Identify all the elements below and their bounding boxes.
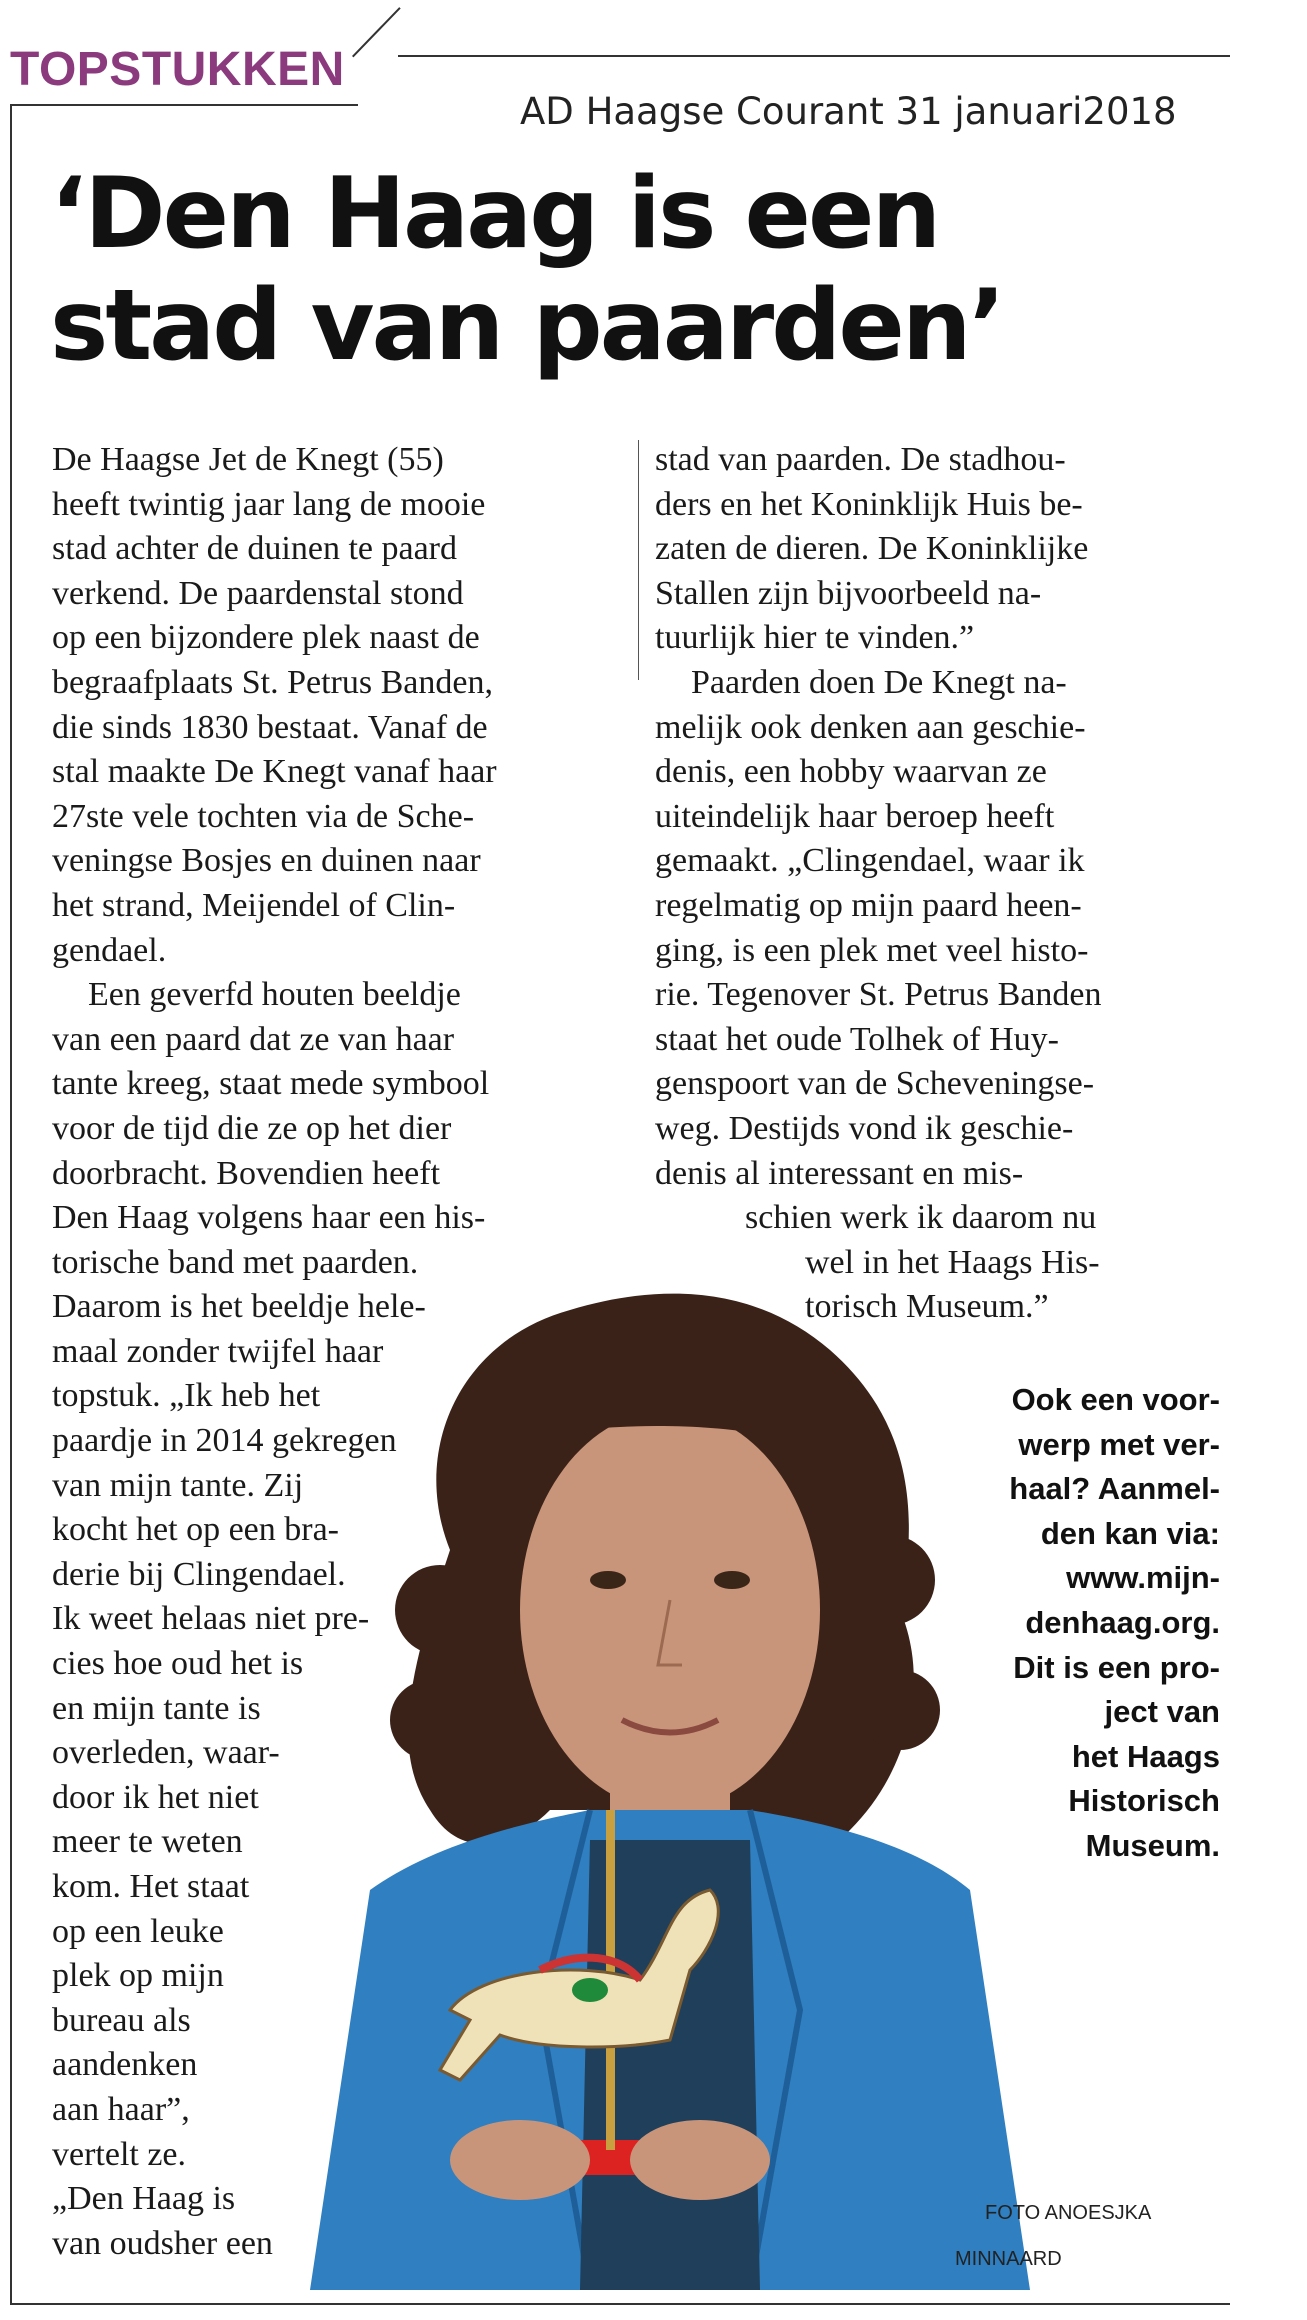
text-line: Museum. bbox=[1085, 1827, 1220, 1863]
headline-line: ‘Den Haag is een bbox=[50, 157, 939, 271]
text-line: topstuk. „Ik heb het bbox=[52, 1377, 321, 1415]
text-line: De Haagse Jet de Knegt (55) bbox=[52, 441, 444, 478]
text-line: het Haags bbox=[1071, 1738, 1220, 1774]
text-line: bureau als bbox=[52, 2001, 191, 2039]
headline-line: stad van paarden’ bbox=[50, 269, 1003, 383]
text-line: „Den Haag is bbox=[52, 2180, 236, 2218]
text-line: Den Haag volgens haar een his- bbox=[52, 1199, 486, 1237]
text-line: denis, een hobby waarvan ze bbox=[655, 753, 1047, 791]
section-label: TOPSTUKKEN bbox=[10, 43, 345, 96]
text-line: zaten de dieren. De Koninklijke bbox=[655, 530, 1089, 568]
text-line: plek op mijn bbox=[52, 1957, 224, 1995]
text-line: van mijn tante. Zij bbox=[52, 1466, 304, 1504]
text-line: www.mijn- bbox=[1066, 1560, 1220, 1596]
text-line: voor de tijd die ze op het dier bbox=[52, 1109, 452, 1147]
text-line: melijk ook denken aan geschie- bbox=[655, 708, 1086, 746]
text-line: door ik het niet bbox=[52, 1778, 259, 1816]
header-rule-diagonal bbox=[352, 7, 401, 57]
text-line: schien werk ik daarom nu bbox=[745, 1199, 1097, 1237]
headline bbox=[50, 158, 1270, 382]
text-line: op een bijzondere plek naast de bbox=[52, 619, 480, 657]
text-line: weg. Destijds vond ik geschie- bbox=[655, 1109, 1074, 1147]
text-line: Dit is een pro- bbox=[1013, 1649, 1220, 1685]
text-line: Stallen zijn bijvoorbeeld na- bbox=[655, 574, 1042, 612]
text-line: rie. Tegenover St. Petrus Banden bbox=[655, 976, 1102, 1014]
text-line: denis al interessant en mis- bbox=[655, 1154, 1024, 1192]
text-line: ders en het Koninklijk Huis be- bbox=[655, 485, 1083, 523]
text-line: begraafplaats St. Petrus Banden, bbox=[52, 663, 493, 701]
text-line: kocht het op een bra- bbox=[52, 1511, 339, 1549]
photo-credit bbox=[955, 2190, 1152, 2282]
text-line: stal maakte De Knegt vanaf haar bbox=[52, 753, 497, 791]
header-rule bbox=[398, 55, 1230, 57]
text-line: wel in het Haags His- bbox=[805, 1243, 1100, 1281]
text-line: ging, is een plek met veel histo- bbox=[655, 931, 1089, 969]
text-line: genspoort van de Scheveningse- bbox=[655, 1065, 1095, 1103]
text-line: haal? Aanmel- bbox=[1009, 1471, 1220, 1507]
text-line: die sinds 1830 bestaat. Vanaf de bbox=[52, 708, 488, 746]
text-line: derie bij Clingendael. bbox=[52, 1555, 346, 1593]
text-line: Paarden doen De Knegt na- bbox=[691, 663, 1067, 701]
text-line: aan haar”, bbox=[52, 2090, 190, 2128]
source-line: AD Haagse Courant 31 januari2018 bbox=[520, 90, 1177, 133]
text-line: Ook een voor- bbox=[1011, 1382, 1220, 1417]
text-line: paardje in 2014 gekregen bbox=[52, 1422, 397, 1460]
text-line: van oudsher een bbox=[52, 2224, 273, 2262]
footer-rule bbox=[10, 2303, 1230, 2305]
text-line: staat het oude Tolhek of Huy- bbox=[655, 1020, 1059, 1058]
text-line: uiteindelijk haar beroep heeft bbox=[655, 797, 1055, 835]
text-line: verkend. De paardenstal stond bbox=[52, 574, 464, 612]
frame-left-rule bbox=[10, 104, 12, 2304]
text-line: Ik weet helaas niet pre- bbox=[52, 1600, 370, 1638]
text-line: op een leuke bbox=[52, 1912, 224, 1950]
submission-callout bbox=[880, 1378, 1220, 1869]
text-line: van een paard dat ze van haar bbox=[52, 1020, 455, 1058]
column-divider bbox=[638, 440, 639, 680]
text-line: veningse Bosjes en duinen naar bbox=[52, 842, 481, 880]
text-line: overleden, waar- bbox=[52, 1734, 280, 1772]
text-line: maal zonder twijfel haar bbox=[52, 1332, 384, 1370]
text-line: gendael. bbox=[52, 931, 167, 969]
text-line: torisch Museum.” bbox=[805, 1288, 1049, 1326]
text-line: en mijn tante is bbox=[52, 1689, 261, 1727]
text-line: tante kreeg, staat mede symbool bbox=[52, 1065, 490, 1103]
text-line: aandenken bbox=[52, 2046, 198, 2084]
text-line: het strand, Meijendel of Clin- bbox=[52, 886, 456, 924]
credit-line: FOTO ANOESJKA bbox=[985, 2202, 1152, 2224]
text-line: stad achter de duinen te paard bbox=[52, 530, 457, 568]
text-line: denhaag.org. bbox=[1025, 1604, 1220, 1640]
text-line: doorbracht. Bovendien heeft bbox=[52, 1154, 441, 1192]
text-line: tuurlijk hier te vinden.” bbox=[655, 619, 975, 657]
text-line: kom. Het staat bbox=[52, 1868, 250, 1905]
text-line: ject van bbox=[1104, 1694, 1220, 1730]
text-line: gemaakt. „Clingendael, waar ik bbox=[655, 842, 1085, 880]
text-line: Een geverfd houten beeldje bbox=[88, 976, 461, 1014]
text-line: cies hoe oud het is bbox=[52, 1645, 304, 1683]
text-line: meer te weten bbox=[52, 1823, 243, 1861]
text-line: heeft twintig jaar lang de mooie bbox=[52, 485, 486, 523]
credit-line: MINNAARD bbox=[955, 2248, 1062, 2270]
text-line: 27ste vele tochten via de Sche- bbox=[52, 797, 475, 835]
text-line: Historisch bbox=[1068, 1783, 1220, 1819]
article-column-right bbox=[655, 438, 1225, 1330]
text-line: Daarom is het beeldje hele- bbox=[52, 1288, 426, 1326]
text-line: den kan via: bbox=[1040, 1515, 1220, 1551]
text-line: vertelt ze. bbox=[52, 2135, 187, 2173]
header-rule-left bbox=[10, 104, 358, 106]
text-line: regelmatig op mijn paard heen- bbox=[655, 886, 1082, 924]
text-line: torische band met paarden. bbox=[52, 1243, 419, 1281]
text-line: stad van paarden. De stadhou- bbox=[655, 441, 1066, 478]
text-line: werp met ver- bbox=[1018, 1426, 1220, 1462]
